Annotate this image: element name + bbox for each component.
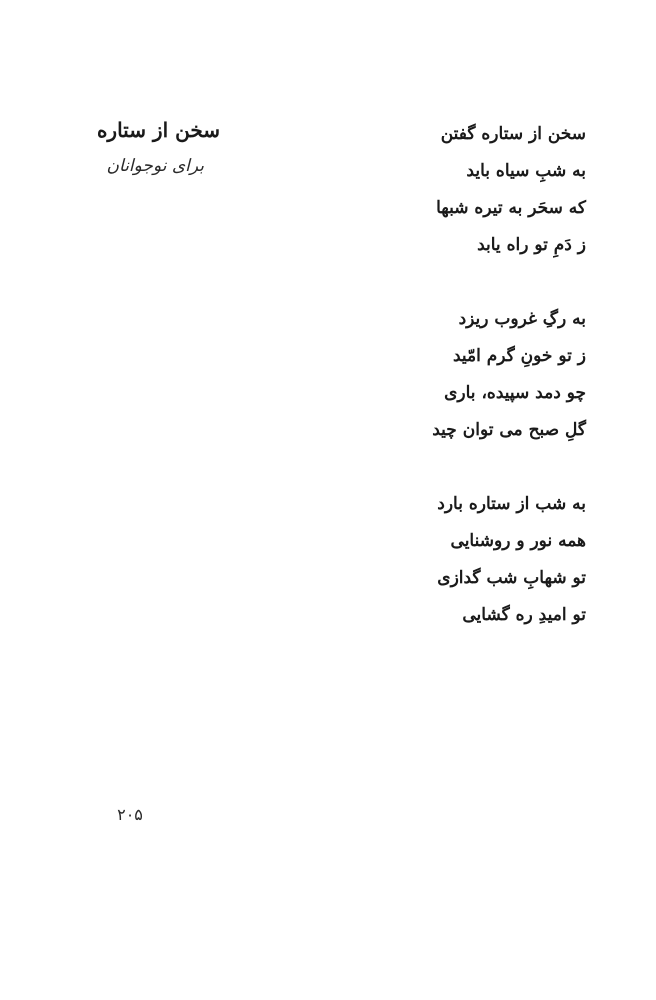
stanza-2 xyxy=(380,301,586,449)
verse-line: به شبِ سیاه باید xyxy=(466,161,586,181)
page-number: ۲۰۵ xyxy=(117,805,143,824)
verse-line: ز دَمِ تو راه یابد xyxy=(477,235,586,255)
verse-line: همه نور و روشنایی xyxy=(450,531,586,551)
verse-line: چو دمد سپیده، باری xyxy=(444,383,586,403)
verse-line: تو امیدِ ره گشایی xyxy=(462,605,586,625)
poem-title: سخن از ستاره xyxy=(96,118,220,142)
verse-line: ز تو خونِ گرم امّید xyxy=(452,346,586,366)
verse-line: سخن از ستاره گفتن xyxy=(440,124,586,144)
poem-body xyxy=(380,116,586,671)
stanza-3 xyxy=(380,486,586,634)
verse-line: که سحَر به تیره شبها xyxy=(436,198,586,218)
stanza-1 xyxy=(380,116,586,264)
verse-line: به شب از ستاره بارد xyxy=(437,494,586,514)
poem-subtitle: برای نوجوانان xyxy=(106,156,204,176)
verse-line: به رگِ غروب ریزد xyxy=(458,309,586,329)
verse-line: گلِ صبح می توان چید xyxy=(432,420,586,440)
verse-line: تو شهابِ شب گدازی xyxy=(437,568,586,588)
